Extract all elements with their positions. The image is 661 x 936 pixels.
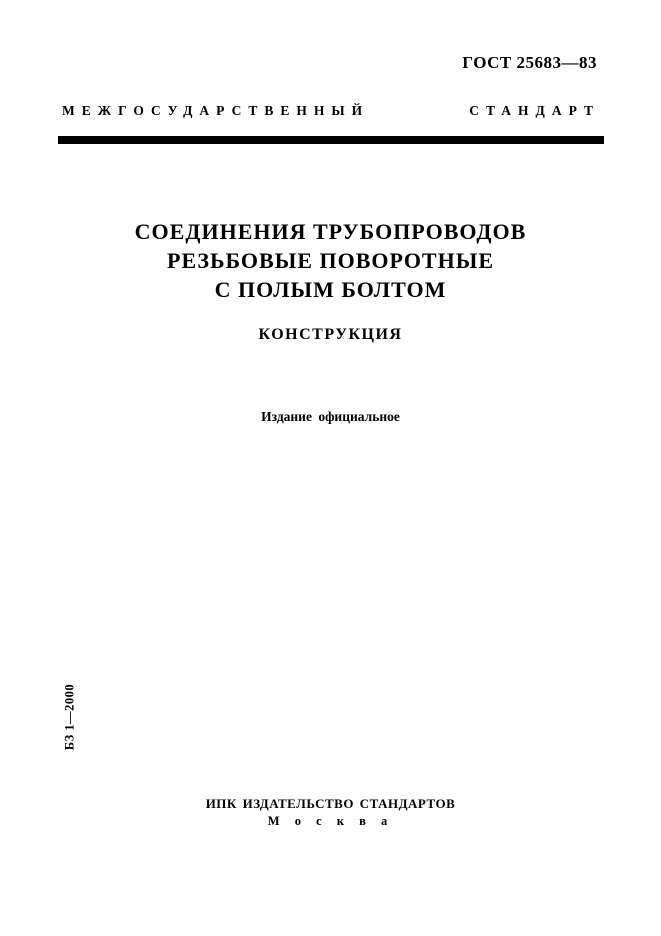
standard-type-word-1: МЕЖГОСУДАРСТВЕННЫЙ — [62, 103, 370, 118]
side-registration-code: БЗ 1—2000 — [62, 683, 77, 751]
doc-number: ГОСТ 25683—83 — [462, 53, 597, 72]
publisher-city: М о с к в а — [267, 814, 394, 828]
doc-subtitle: КОНСТРУКЦИЯ — [258, 326, 403, 343]
doc-title — [0, 217, 661, 304]
doc-title-line-3: С ПОЛЫМ БОЛТОМ — [214, 277, 447, 302]
divider-bar — [58, 136, 604, 144]
doc-title-line-1: СОЕДИНЕНИЯ ТРУБОПРОВОДОВ — [134, 219, 527, 244]
doc-title-line-2: РЕЗЬБОВЫЕ ПОВОРОТНЫЕ — [167, 248, 494, 273]
publisher-name: ИПК ИЗДАТЕЛЬСТВО СТАНДАРТОВ — [205, 796, 456, 811]
edition-note: Издание официальное — [261, 409, 400, 424]
standard-type-word-2: СТАНДАРТ — [469, 103, 600, 118]
standard-type-band — [62, 103, 600, 119]
